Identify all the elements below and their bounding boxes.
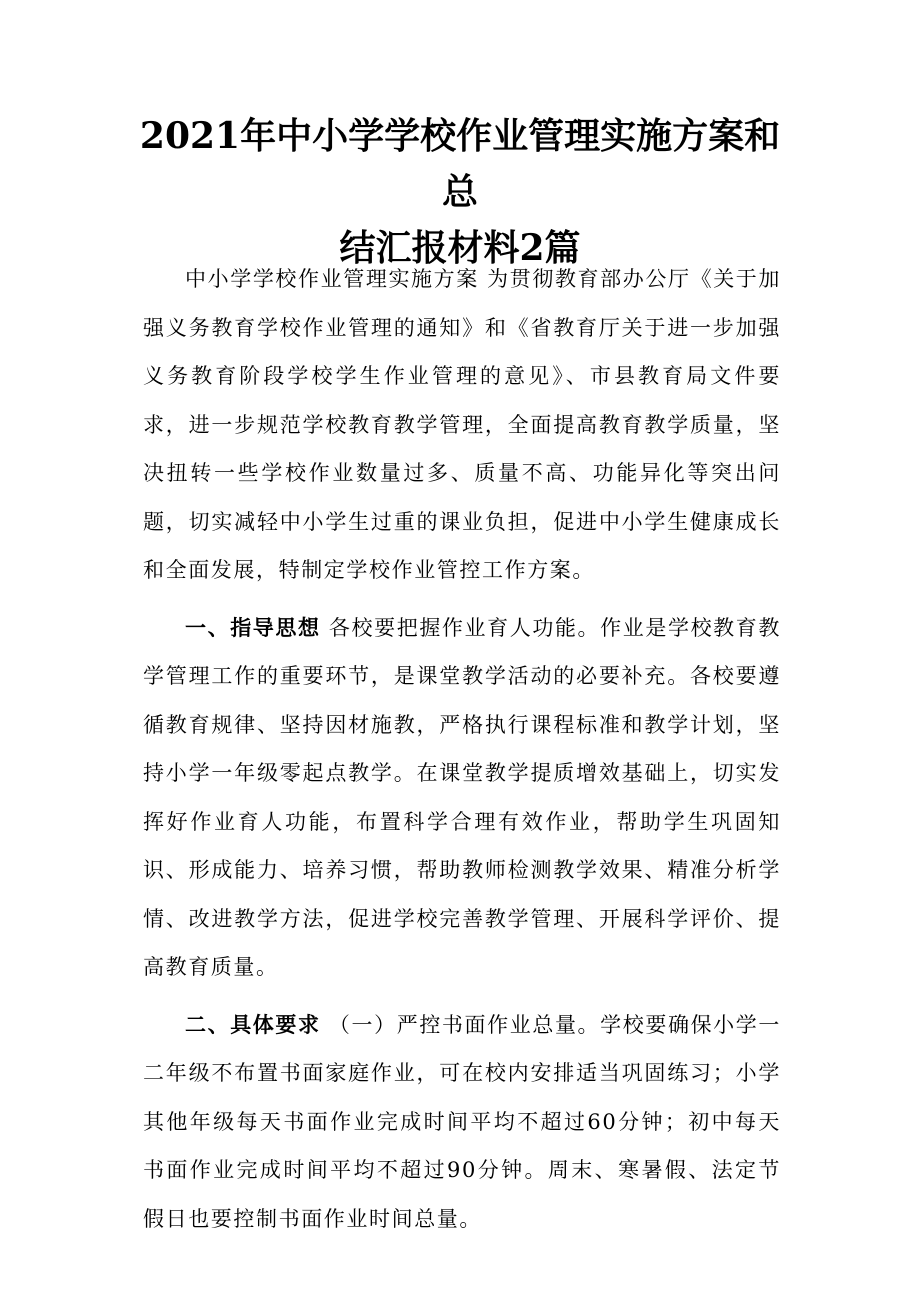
paragraph-text: 各校要把握作业育人功能。作业是学校教育教学管理工作的重要环节，是课堂教学活动的必要补充。各校要遵循教育规律、坚持因材施教，严格执行课程标准和教学计划，坚持小学一年级零起点教学。在课堂教学提质增效基础上，切实发挥好作业育人功能，布置科学合理有效作业，帮助学生巩固知识、形成能力、培养习惯，帮助教师检测教学效果、精准分析学情、改进教学方法，促进学校完善教学管理、开展科学评价、提高教育质量。 <box>143 615 781 979</box>
title-line-1: 2021年中小学学校作业管理实施方案和总 <box>139 115 781 213</box>
paragraph-text: 中小学学校作业管理实施方案 为贯彻教育部办公厅《关于加强义务教育学校作业管理的通知》和《省教育厅关于进一步加强义务教育阶段学校学生作业管理的意见》、市县教育局文件要求，进一步规范学校教育教学管理，全面提高教育教学质量，坚决扭转一些学校作业数量过多、质量不高、功能异化等突出问题，切实减轻中小学生过重的课业负担，促进中小学生健康成长和全面发展，特制定学校作业管控工作方案。 <box>143 267 781 582</box>
paragraph-intro <box>143 255 781 595</box>
paragraph-guiding-ideology <box>143 604 781 992</box>
paragraph-text: （一）严控书面作业总量。学校要确保小学一二年级不布置书面家庭作业，可在校内安排适当巩固练习；小学其他年级每天书面作业完成时间平均不超过60分钟；初中每天书面作业完成时间平均不超过90分钟。周末、寒暑假、法定节假日也要控制书面作业时间总量。 <box>143 1012 781 1231</box>
document-body <box>143 255 781 1252</box>
document-title <box>130 108 790 276</box>
section-heading-specific-requirements: 二、具体要求 <box>185 1011 321 1037</box>
paragraph-specific-requirements <box>143 1001 781 1244</box>
title-line-2: 结汇报材料2篇 <box>339 227 581 269</box>
section-heading-guiding-ideology: 一、指导思想 <box>185 614 321 640</box>
